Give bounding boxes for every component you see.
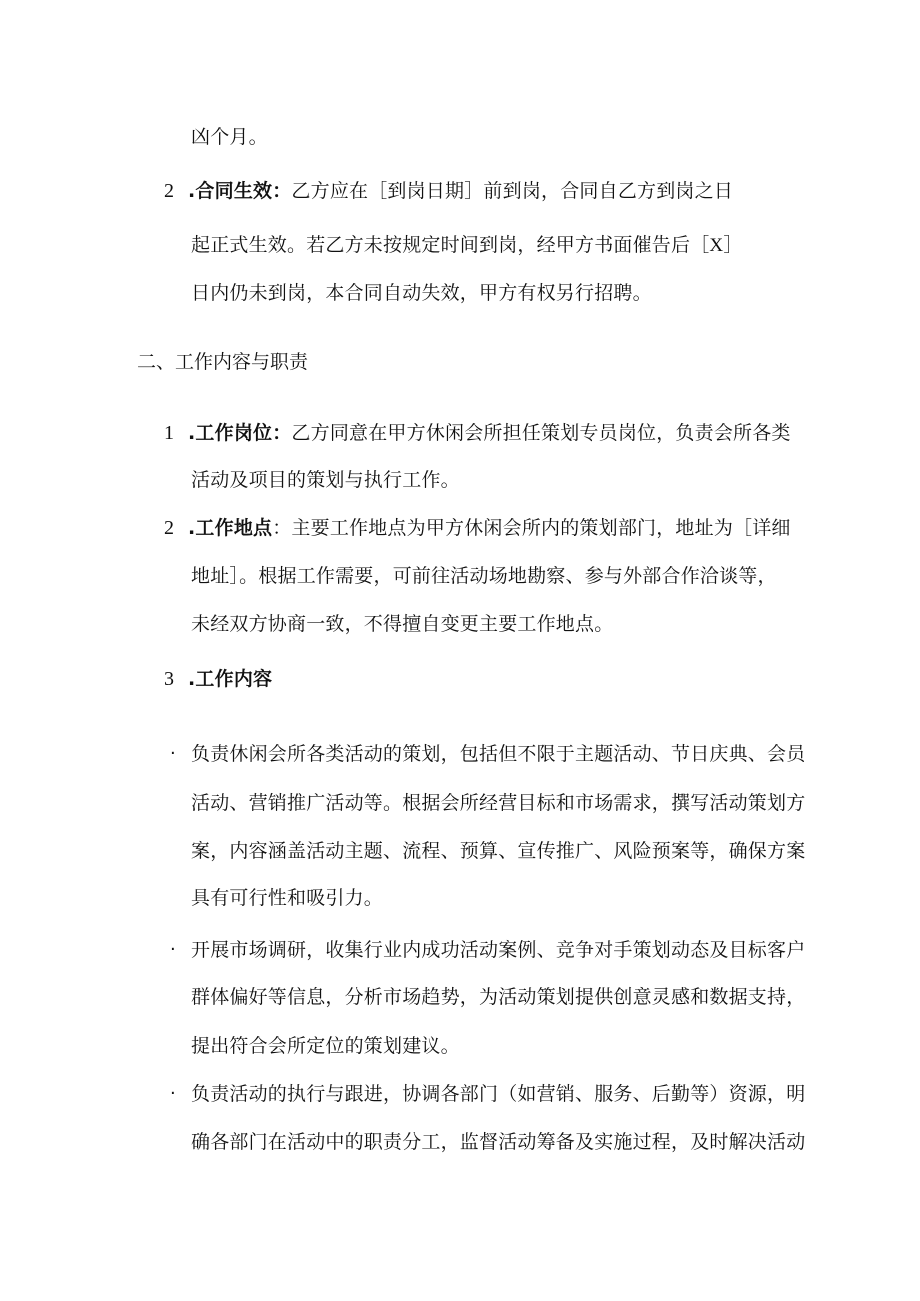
clause-text-line — [191, 232, 743, 259]
clause-number: 2 — [164, 180, 174, 202]
bullet-text-line: 活动、营销推广活动等。根据会所经营目标和市场需求，撰写活动策划方 — [191, 792, 806, 814]
clause-text: 起正式生效。若乙方未按规定时间到岗，经甲方书面催告后 — [191, 234, 691, 256]
bullet-text-line: 负责活动的执行与跟进，协调各部门（如营销、服务、后勤等）资源，明 — [191, 1083, 806, 1105]
bullet-text-line: 群体偏好等信息，分析市场趋势，为活动策划提供创意灵感和数据支持， — [191, 986, 806, 1008]
bullet-marker: · — [170, 743, 176, 764]
clause-label: .工作岗位： — [188, 422, 292, 444]
clause-number: 2 — [164, 517, 174, 539]
clause-text: 乙方应在［到岗日期］前到岗，合同自乙方到岗之日 — [291, 180, 734, 202]
clause-contract-effect — [188, 178, 733, 204]
bullet-text-line: 案，内容涵盖活动主题、流程、预算、宣传推广、风险预案等，确保方案 — [191, 840, 806, 862]
clause-number: 3 — [164, 668, 174, 690]
clause-work-content — [188, 666, 272, 692]
clause-label: .合同生效： — [188, 180, 292, 202]
clause-work-location — [188, 515, 791, 541]
clause-job-position — [188, 420, 791, 446]
clause-label: .工作地点 — [188, 517, 273, 539]
clause-text-line: 地址］。根据工作需要，可前往活动场地勘察、参与外部合作洽谈等， — [191, 565, 777, 587]
clause-text-line: 未经双方协商一致，不得擅自变更主要工作地点。 — [191, 613, 614, 635]
clause-text-line: 日内仍未到岗，本合同自动失效，甲方有权另行招聘。 — [191, 282, 652, 304]
section-heading: 二、工作内容与职责 — [137, 351, 309, 373]
bullet-text-line: 确各部门在活动中的职责分工，监督活动筹备及实施过程，及时解决活动 — [191, 1131, 806, 1153]
bullet-text-line: 具有可行性和吸引力。 — [191, 887, 384, 909]
clause-text: ：主要工作地点为甲方休闲会所内的策划部门，地址为［详细 — [272, 517, 791, 539]
bullet-marker: · — [170, 939, 176, 960]
bullet-text-line: 提出符合会所定位的策划建议。 — [191, 1035, 460, 1057]
clause-label: .工作内容 — [188, 668, 273, 690]
bullet-text-line: 负责休闲会所各类活动的策划，包括但不限于主题活动、节日庆典、会员 — [191, 743, 806, 765]
clause-text-line: 活动及项目的策划与执行工作。 — [191, 469, 460, 491]
clause-text: 乙方同意在甲方休闲会所担任策划专员岗位，负责会所各类 — [291, 422, 791, 444]
clause-number: 1 — [164, 422, 174, 444]
placeholder-x: ［X］ — [690, 235, 743, 256]
bullet-marker: · — [170, 1083, 176, 1104]
continued-text-fragment: 凶个月。 — [191, 126, 268, 148]
bullet-text-line: 开展市场调研，收集行业内成功活动案例、竞争对手策划动态及目标客户 — [191, 939, 806, 961]
